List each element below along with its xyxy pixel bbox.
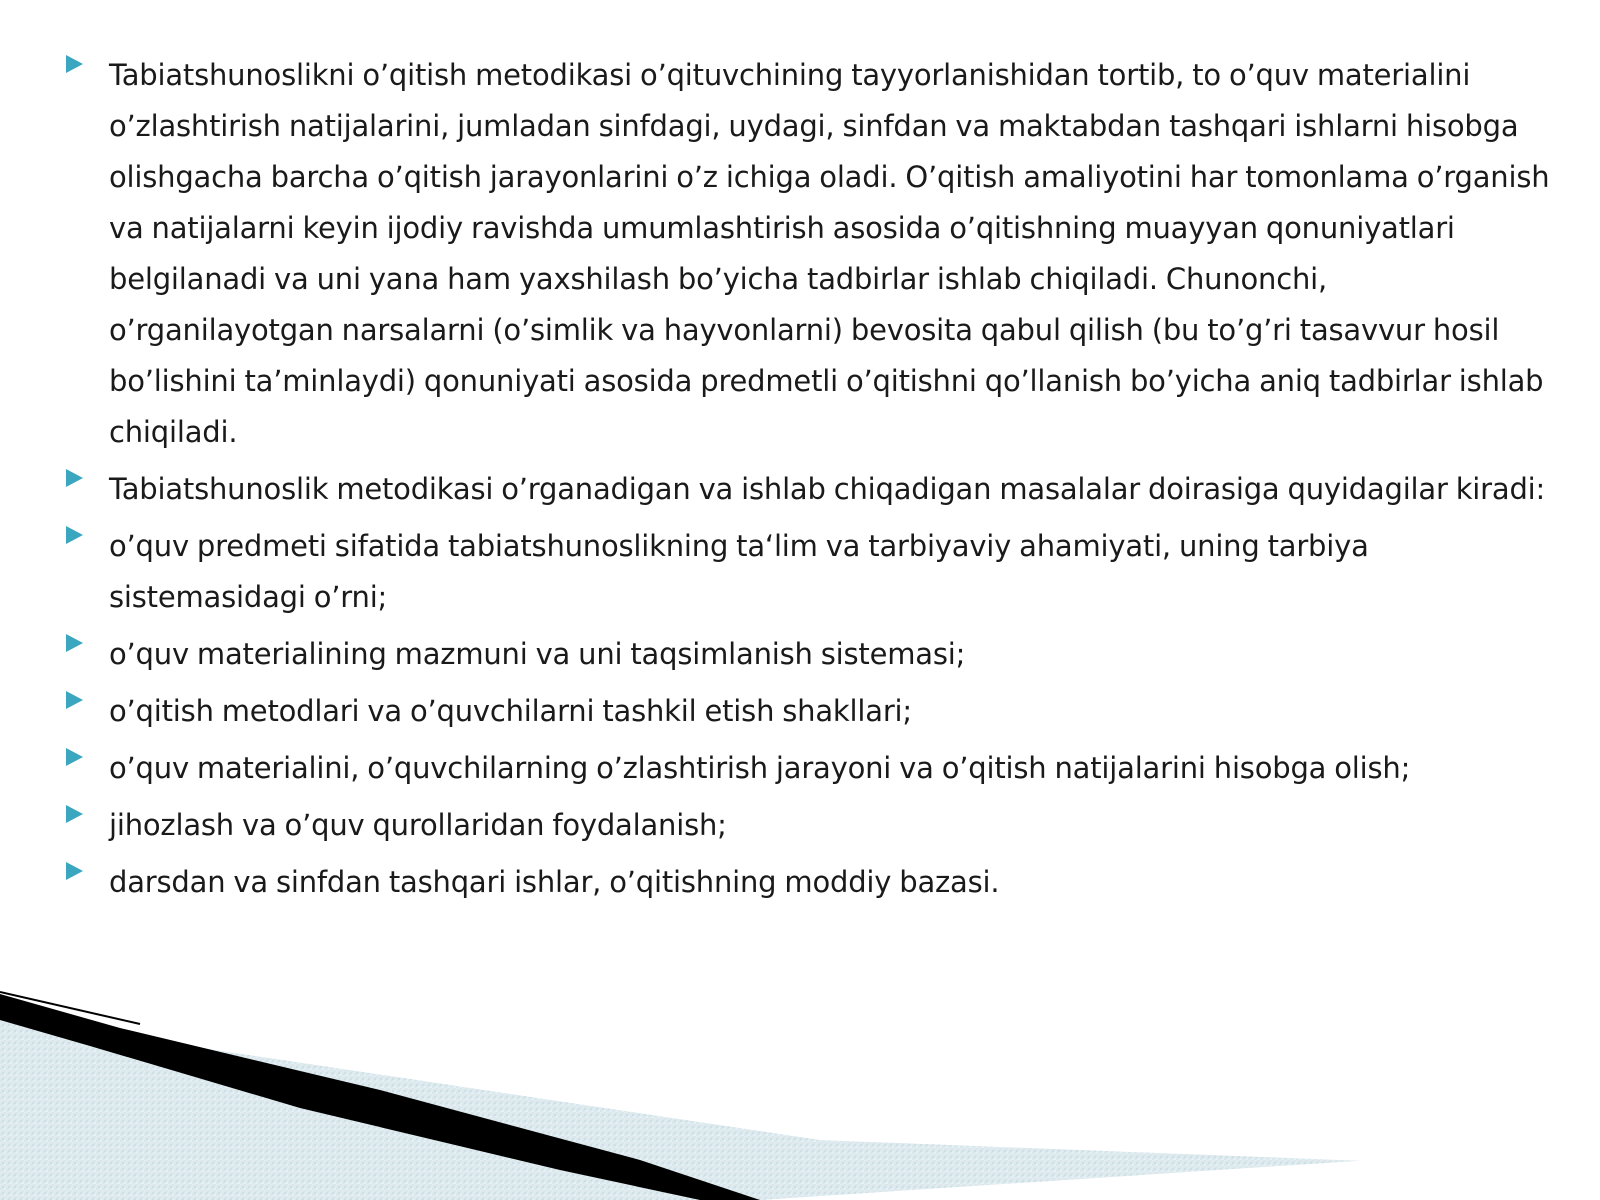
bullet-text: darsdan va sinfdan tashqari ishlar, o’qitishning moddiy bazasi.	[109, 865, 1000, 899]
bullet-item	[66, 800, 1556, 851]
bullet-text: o’quv predmeti sifatida tabiatshunoslikning ta‘lim va tarbiyaviy ahamiyati, uning tarbiya sistemasidagi o’rni;	[109, 529, 1369, 614]
triangle-right-icon	[66, 691, 83, 709]
bullet-list	[66, 50, 1556, 914]
bullet-item	[66, 464, 1556, 515]
bullet-item	[66, 686, 1556, 737]
bullet-item	[66, 521, 1556, 623]
bullet-text: o’qitish metodlari va o’quvchilarni tashkil etish shakllari;	[109, 694, 912, 728]
bullet-item	[66, 50, 1556, 458]
triangle-right-icon	[66, 526, 83, 544]
triangle-right-icon	[66, 634, 83, 652]
bullet-text: o’quv materialini, o’quvchilarning o’zlashtirish jarayoni va o’qitish natijalarini hisobga olish;	[109, 751, 1411, 785]
triangle-right-icon	[66, 805, 83, 823]
bullet-item	[66, 743, 1556, 794]
triangle-right-icon	[66, 862, 83, 880]
bullet-item	[66, 857, 1556, 908]
triangle-right-icon	[66, 748, 83, 766]
bullet-text: jihozlash va o’quv qurollaridan foydalanish;	[109, 808, 727, 842]
footer-decoration	[0, 980, 1600, 1200]
bullet-text: Tabiatshunoslik metodikasi o’rganadigan va ishlab chiqadigan masalalar doirasiga quyidagilar kiradi:	[109, 472, 1546, 506]
triangle-right-icon	[66, 469, 83, 487]
bullet-text: o’quv materialining mazmuni va uni taqsimlanish sistemasi;	[109, 637, 966, 671]
bullet-text: Tabiatshunoslikni o’qitish metodikasi o’qituvchining tayyorlanishidan tortib, to o’quv materialini o’zlashtirish natijalarini, jumladan sinfdagi, uydagi, sinfdan va maktabdan tashqari ishlarni hisobga olishgacha barcha o’qitish jarayonlarini o’z ichiga oladi. O’qitish amaliyotini har tomonlama o’rganish va natijalarni keyin ijodiy ravishda umumlashtirish asosida o’qitishning muayyan qonuniyatlari belgilanadi va uni yana ham yaxshilash bo’yicha tadbirlar ishlab chiqiladi. Chunonchi, o’rganilayotgan narsalarni (o’simlik va hayvonlarni) bevosita qabul qilish (bu to’g’ri tasavvur hosil bo’lishini ta’minlaydi) qonuniyati asosida predmetli o’qitishni qo’llanish bo’yicha aniq tadbirlar ishlab chiqiladi.	[109, 58, 1550, 449]
bullet-item	[66, 629, 1556, 680]
triangle-right-icon	[66, 55, 83, 73]
